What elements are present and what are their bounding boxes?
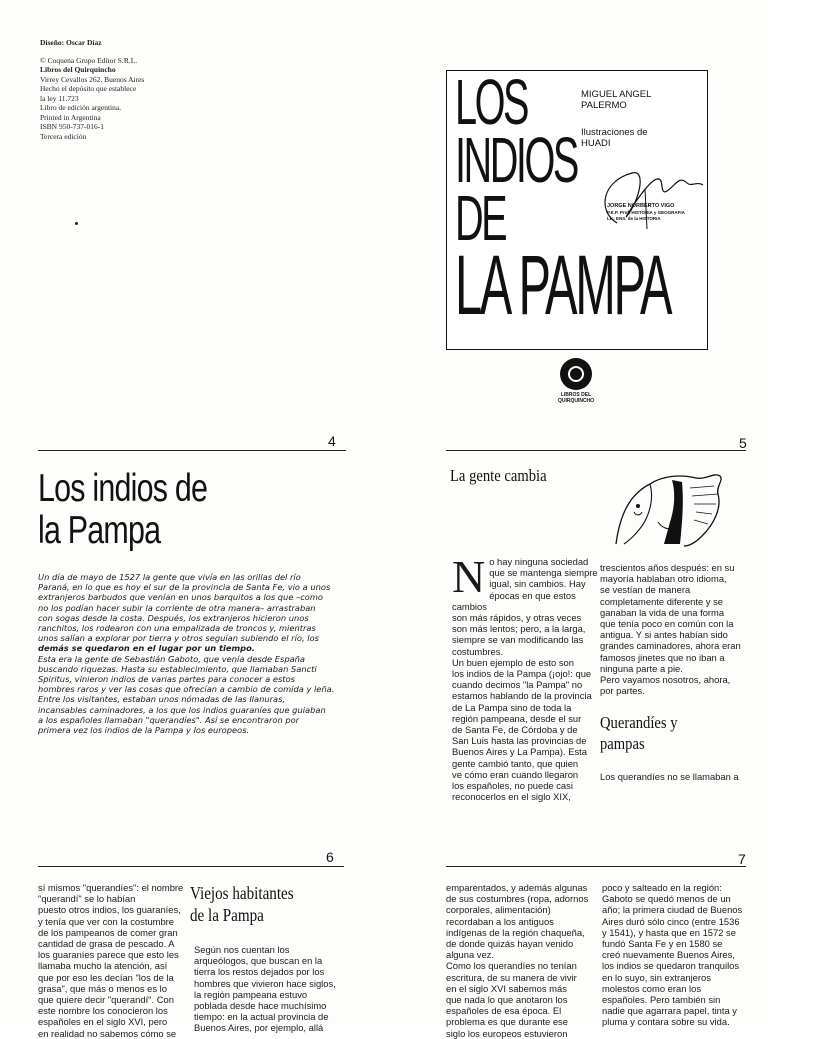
body-line: son más rápidos, y otras veces	[452, 612, 582, 624]
body-line: españoles. Pero también sin	[602, 994, 721, 1006]
body-line: mayoría hablaban otro idioma,	[600, 573, 727, 585]
body-line: los guaraníes parece que esto les	[38, 949, 179, 961]
cover-title-line: LA PAMPA	[455, 238, 671, 332]
stamp-line: P.E.P. Prof. HISTORIA y GEOGRAFIA	[607, 209, 685, 215]
intro-line: incansables caminadores, a los que los indios guaraníes que guiaban	[38, 704, 326, 715]
cover-title-line: DE	[455, 182, 506, 254]
body-line: en el siglo XVI sabemos más	[446, 982, 567, 994]
intro-line: Esta era la gente de Sebastián Gaboto, que venía desde España	[38, 653, 306, 664]
subheading-line: Querandíes y	[600, 713, 678, 732]
body-line: molestos como eran los	[602, 982, 702, 994]
body-line: poco y salteado en la región:	[602, 882, 722, 893]
subheading-line: pampas	[600, 734, 645, 753]
body-line: y tenía que ver con la costumbre	[38, 915, 175, 927]
body-line: de los pampeanos de comer gran	[38, 926, 178, 938]
credit-line: Libro de edición argentina.	[40, 103, 122, 112]
logo-line: QUIRQUINCHO	[557, 398, 595, 404]
illustrator-line: Ilustraciones de	[581, 127, 648, 138]
heading-line: de la Pampa	[190, 905, 264, 925]
intro-line: extranjeros barbudos que venían en unos barquitos a los que –como	[38, 592, 324, 603]
body-line: españoles en el siglo XVI, pero	[38, 1016, 168, 1028]
author-name	[581, 89, 651, 111]
body-line: que tenía poco en común con la	[600, 618, 734, 630]
illustrator-credit	[581, 127, 648, 149]
credit-line: Tercera edición	[40, 131, 87, 141]
cover-title-line: INDIOS	[455, 124, 577, 196]
body-line: año; la primera ciudad de Buenos	[602, 904, 743, 916]
body-line: cantidad de grasa de pescado. A	[38, 938, 175, 950]
stamp-line: Lic. ENS. de la HISTORIA	[607, 216, 661, 221]
body-line: hombres que vivieron hace siglos,	[194, 977, 336, 989]
body-line: que por eso les decían "los de la	[38, 971, 174, 983]
body-line: creó nuevamente Buenos Aires,	[602, 949, 735, 961]
credit-line: Hecho el depósito que establece	[40, 84, 137, 93]
body-line: este nombre los conocieron los	[38, 1005, 168, 1017]
body-line: trescientos años después: en su	[600, 562, 735, 573]
body-line: de sus costumbres (ropa, adornos	[446, 893, 589, 905]
body-line: sí mismos "querandíes": el nombre	[38, 882, 184, 893]
chapter-title-line: la Pampa	[38, 509, 161, 552]
chapter-title	[38, 468, 207, 552]
body-line: se vestían de manera	[600, 584, 691, 596]
heading-line: Viejos habitantes	[190, 883, 294, 903]
body-line: indígenas de la región chaqueña,	[446, 926, 585, 938]
body-line: los españoles, no puede casi	[452, 780, 573, 792]
page-number: 6	[326, 849, 334, 865]
body-line: cuando decimos "la Pampa" no	[452, 679, 583, 691]
body-column-right	[600, 562, 750, 696]
owner-stamp	[607, 203, 685, 223]
designer-credit: Diseño: Oscar Díaz	[40, 38, 102, 47]
page-number: 4	[328, 433, 336, 449]
horse-illustration	[610, 464, 730, 550]
body-line: épocas en que estos cambios	[452, 589, 576, 612]
body-line: problema es que durante ese	[446, 1016, 568, 1028]
book-page-7	[384, 832, 768, 1039]
body-line: costumbres.	[452, 645, 504, 657]
publisher-logo-text	[550, 392, 602, 404]
body-column-right	[602, 882, 754, 1028]
body-line: fundó Santa Fe y en 1580 se	[602, 938, 723, 950]
body-line: ninguna parte a pie.	[600, 662, 683, 674]
speck-mark	[75, 222, 78, 225]
illustrator-line: HUADI	[581, 138, 611, 149]
body-line: arqueólogos, que buscan en la	[194, 955, 323, 967]
body-line: famosos jinetes que no iban a	[600, 651, 725, 663]
body-column-left	[452, 551, 602, 803]
publisher-logo	[550, 358, 602, 404]
header-rule	[446, 866, 746, 867]
body-line: grasa", que más o menos es lo	[38, 982, 167, 994]
book-page-5	[384, 416, 768, 832]
credit-line: Printed in Argentina	[40, 112, 101, 122]
cover-page	[384, 0, 768, 416]
body-line: que nada lo que anotaron los	[446, 994, 568, 1006]
page-number: 7	[738, 851, 746, 867]
body-line: ganaban la vida de una forma	[600, 606, 725, 618]
body-line: región pampeana, desde el sur	[452, 712, 582, 724]
body-line: llamaba mucho la atención, así	[38, 960, 168, 972]
body-line: igual, sin cambios. Hay	[489, 578, 586, 590]
body-line: pluma y contara sobre su vida.	[602, 1016, 730, 1028]
intro-line: buscando riquezas. Hasta su establecimiento, que llamaban Sancti	[38, 663, 317, 674]
credit-line: ISBN 950-737-016-1	[40, 122, 104, 131]
body-line: que quiere decir "querandí". Con	[38, 994, 174, 1006]
body-line: Aires duró sólo cinco (entre 1536	[602, 915, 740, 927]
cover-title-line: LOS	[455, 66, 527, 138]
body-line: y 1541), y hasta que en 1572 se	[602, 926, 736, 938]
intro-paragraph	[38, 572, 350, 735]
intro-line: Un día de mayo de 1527 la gente que vivía en las orillas del río	[38, 572, 301, 582]
body-line: estamos hablando de la provincia	[452, 690, 592, 702]
armadillo-logo-icon	[560, 358, 592, 390]
header-rule	[38, 866, 344, 867]
intro-line: a los españoles llamaban "querandíes". Así se encontraron por	[38, 714, 300, 725]
body-line: gente cambió tanto, que quien	[452, 757, 579, 769]
body-line: Los querandíes no se llamaban a	[600, 771, 739, 782]
intro-line: hombres raros y ver las cosas que ofrecían a cambio de comida y leña.	[38, 684, 335, 695]
body-line: San Luis hasta las provincias de	[452, 735, 587, 747]
body-line: Buenos Aires, por ejemplo, allá	[194, 1022, 324, 1034]
body-line: reconocerlos en el siglo XIX,	[452, 791, 571, 803]
intro-line: ranchitos, los rodearon con una empalizada de troncos y, mientras	[38, 623, 316, 634]
section-heading	[190, 882, 294, 926]
credit-line: © Coquena Grupo Editor S.R.L.	[40, 55, 138, 65]
body-line: la región pampeana estuvo	[194, 988, 308, 1000]
author-line: MIGUEL ANGEL	[581, 89, 652, 100]
body-line: siempre se van modificando las	[452, 634, 584, 646]
section-subheading	[600, 712, 678, 754]
credit-line: Virrey Cevallos 262, Buenos Aires	[40, 74, 145, 84]
body-line: antigua. Y si antes habían sido	[600, 629, 728, 641]
book-page-6	[0, 832, 384, 1039]
intro-line: primera vez los indios de la Pampa y los europeos.	[38, 725, 250, 736]
body-line: de donde quizás hayan venido	[446, 938, 574, 950]
body-line: en lo suyo, sin extranjeros	[602, 971, 711, 983]
intro-line: Paraná, en lo que es hoy el sur de la provincia de Santa Fe, vio a unos	[38, 582, 331, 593]
body-line: poblada desde hace muchísimo	[194, 1000, 327, 1012]
body-line: ve cómo eran cuando llegaron	[452, 768, 579, 780]
body-line: Según nos cuentan los	[194, 944, 290, 955]
body-line: emparentados, y además algunas	[446, 882, 588, 893]
body-column-left	[38, 882, 188, 1039]
body-line: Un buen ejemplo de esto son	[452, 656, 574, 668]
body-line: que se mantenga siempre	[489, 567, 598, 579]
header-rule	[38, 450, 346, 451]
body-line: los indios de la Pampa (¡ojo!: que	[452, 668, 592, 680]
author-line: PALERMO	[581, 100, 627, 111]
body-line: "querandí" se lo habían	[38, 893, 136, 905]
body-line: alguna vez.	[446, 949, 494, 961]
body-line: en realidad no sabemos cómo se	[38, 1027, 177, 1039]
intro-line: demás se quedaron en el lugar por un tiempo.	[38, 643, 255, 654]
page-number: 5	[739, 435, 747, 451]
credits-block	[40, 38, 240, 141]
chapter-title-line: Los indios de	[38, 467, 208, 510]
credits-page	[0, 0, 384, 416]
cover-frame	[446, 66, 708, 350]
body-line: los indios se quedaron tranquilos	[602, 960, 740, 972]
body-line: escritura, de su manera de vivir	[446, 971, 577, 983]
section-heading: La gente cambia	[450, 466, 547, 485]
stamp-line: JORGE NORBERTO VIGO	[607, 203, 675, 209]
book-page-4	[0, 416, 384, 832]
header-rule	[446, 450, 746, 451]
logo-line: LIBROS DEL	[560, 392, 592, 398]
credit-line: la ley 11.723	[40, 93, 79, 103]
drop-cap: N	[452, 551, 486, 602]
body-line: corporales, alimentación)	[446, 904, 551, 916]
intro-line: no los podían hacer subir la corriente de otra manera– arrastraban	[38, 602, 316, 613]
intro-line: unos salían a explorar por tierra y otros seguían subiendo el río, los	[38, 633, 319, 644]
intro-line: con sogas desde la costa. Después, los extranjeros hicieron unos	[38, 612, 309, 623]
body-line: tiempo: en la actual provincia de	[194, 1011, 329, 1023]
body-line: por partes.	[600, 685, 645, 697]
body-line: Pero vayamos nosotros, ahora,	[600, 674, 731, 686]
body-line: grandes caminadores, ahora eran	[600, 640, 741, 652]
intro-line: Entre los visitantes, estaban unos nómadas de las llanuras,	[38, 694, 286, 705]
intro-line: Spiritus, vinieron indios de varias partes para conocer a estos	[38, 674, 295, 685]
body-line: completamente diferente y se	[600, 595, 723, 607]
body-column-right	[194, 944, 344, 1034]
body-column-left	[446, 882, 602, 1039]
body-line: son más lentos; pero, a la larga,	[452, 623, 586, 635]
body-line: siglo los europeos estuvieron	[446, 1027, 568, 1039]
body-line: tierra los restos dejados por los	[194, 966, 325, 978]
body-line: Como los querandíes no tenían	[446, 960, 577, 972]
body-line: recordaban a los antiguos	[446, 915, 554, 927]
body-line: de La Pampa sino de toda la	[452, 701, 572, 713]
credit-line: Libros del Quirquincho	[40, 65, 116, 74]
body-line: nadie que agarrara papel, tinta y	[602, 1005, 737, 1017]
body-line: Buenos Aires y La Pampa). Esta	[452, 746, 587, 758]
body-line: puesto otros indios, los guaraníes,	[38, 904, 181, 916]
body-line: de Santa Fe, de Córdoba y de	[452, 724, 578, 736]
body-line: o hay ninguna sociedad	[489, 556, 589, 567]
body-line: españoles de esa época. El	[446, 1005, 562, 1017]
body-line: Gaboto se quedó menos de un	[602, 893, 731, 905]
